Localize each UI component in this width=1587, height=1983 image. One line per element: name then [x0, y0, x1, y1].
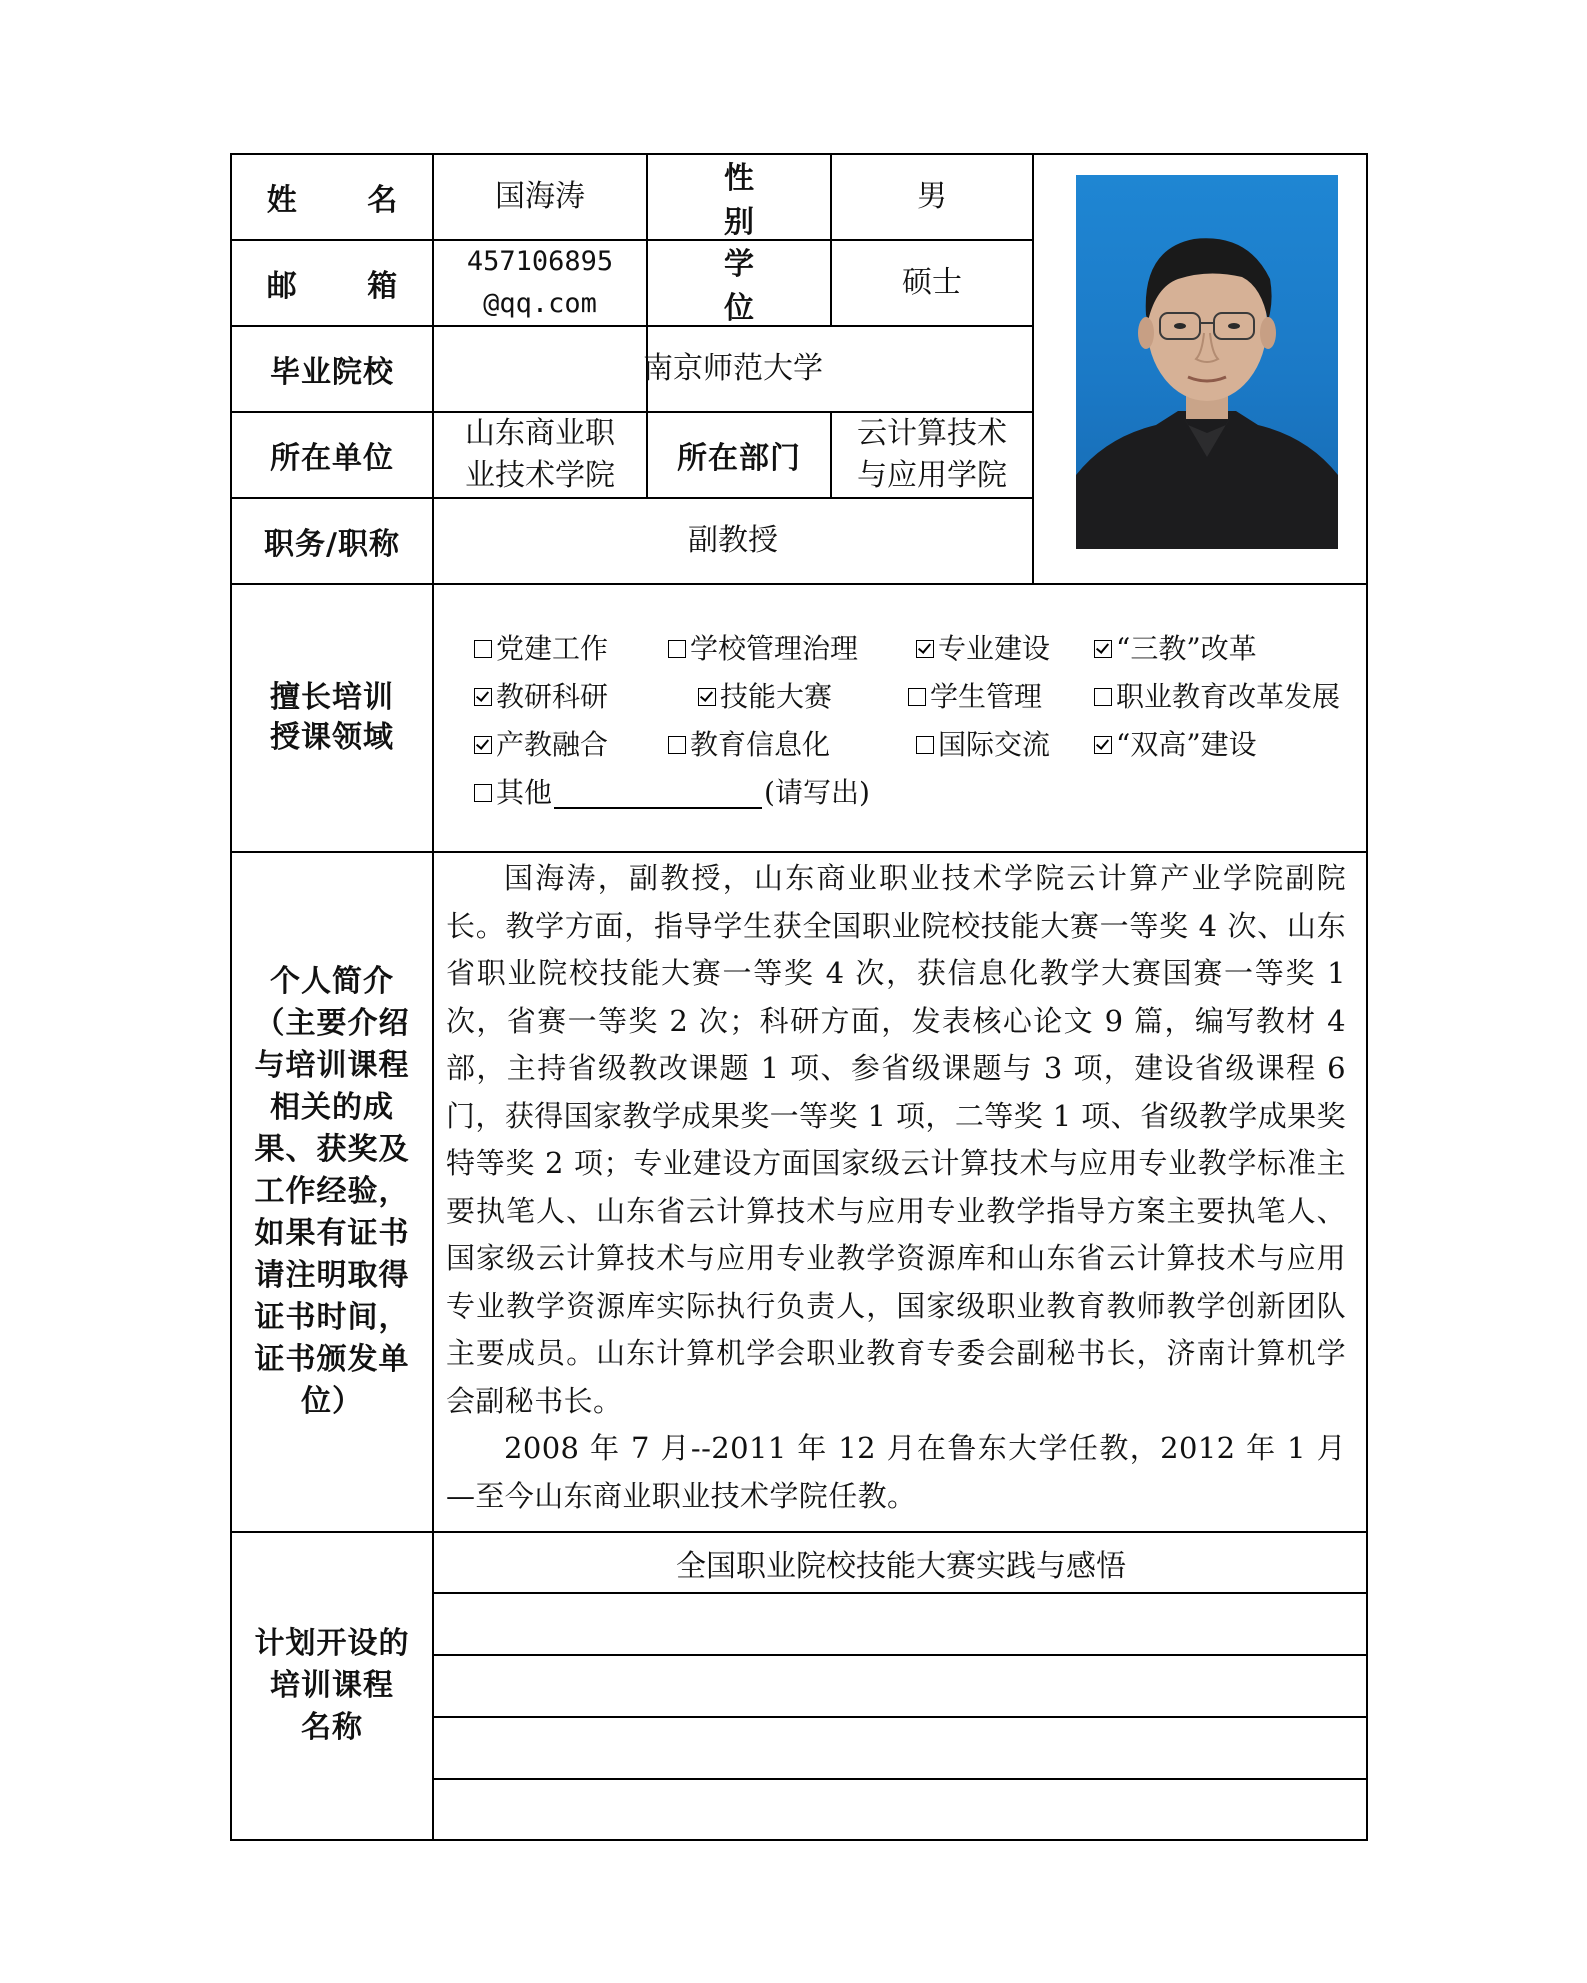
area-option[interactable] — [916, 721, 1094, 769]
areas-row — [474, 769, 1354, 817]
email-value — [434, 241, 646, 325]
dept-line-1: 云计算技术 — [857, 416, 1007, 451]
courses-label-lines — [255, 1623, 410, 1749]
degree-value: 硕士 — [902, 265, 962, 300]
area-option-other[interactable] — [474, 769, 870, 817]
checkbox-icon[interactable] — [474, 688, 492, 706]
area-label: 学生管理 — [930, 680, 1043, 713]
email-line-2: @qq.com — [483, 288, 597, 319]
area-option[interactable] — [474, 673, 698, 721]
bio-text — [446, 855, 1346, 1520]
name-value: 国海涛 — [495, 179, 585, 214]
bio-label-line: 工作经验， — [254, 1174, 410, 1209]
other-blank-field[interactable] — [554, 777, 762, 809]
bio-label — [232, 853, 432, 1531]
checkbox-icon[interactable] — [668, 736, 686, 754]
name-label: 姓 名 — [266, 183, 428, 218]
checkbox-icon[interactable] — [668, 640, 686, 658]
course-item — [434, 1718, 1368, 1778]
bio-label-line: （主要介绍 — [254, 1006, 410, 1041]
checkbox-icon[interactable] — [474, 736, 492, 754]
checkbox-icon[interactable] — [1094, 736, 1112, 754]
course-item: 全国职业院校技能大赛实践与感悟 — [676, 1548, 1126, 1584]
school-label: 毕业院校 — [270, 355, 394, 390]
areas-row — [474, 625, 1354, 673]
checkbox-icon[interactable] — [916, 736, 934, 754]
unit-line-2: 业技术学院 — [465, 458, 615, 493]
checkbox-icon[interactable] — [474, 784, 492, 802]
bio-label-line: 位） — [301, 1384, 363, 1419]
dept-value — [832, 413, 1032, 497]
area-option[interactable] — [908, 673, 1094, 721]
area-option[interactable] — [1094, 625, 1324, 673]
bio-label-line: 请注明取得 — [254, 1258, 410, 1293]
areas-row — [474, 721, 1354, 769]
areas-row — [474, 673, 1354, 721]
course-item — [434, 1594, 1368, 1654]
area-label: 党建工作 — [496, 632, 609, 665]
area-option[interactable] — [916, 625, 1094, 673]
bio-label-line: 如果有证书 — [254, 1216, 410, 1251]
areas-label — [232, 585, 432, 851]
bio-label-line: 果、获奖及 — [254, 1132, 410, 1167]
checkbox-icon[interactable] — [698, 688, 716, 706]
bio-label-line: 证书颁发单 — [254, 1342, 410, 1377]
divider — [1032, 155, 1034, 583]
title-label: 职务/职称 — [264, 527, 400, 562]
area-option[interactable] — [668, 625, 916, 673]
bio-label-lines — [255, 961, 410, 1423]
bio-label-line: 个人简介 — [270, 964, 394, 999]
course-item — [434, 1780, 1368, 1839]
dept-line-2: 与应用学院 — [857, 458, 1007, 493]
areas-label-line-1: 擅长培训 — [270, 680, 394, 715]
bio-paragraph-1: 国海涛，副教授，山东商业职业技术学院云计算产业学院副院长。教学方面，指导学生获全国职业院校技能大赛一等奖 4 次、山东省职业院校技能大赛一等奖 4 次，获信息化教学大赛国赛一等奖 1 次，省赛一等奖 2 次；科研方面，发表核心论文 9 篇，编写教材 4 部，主持省级教改课题 1 项、参省级课题与 3 项，建设省级课程 6 门，获得国家教学成果奖一等奖 1 项，二等奖 1 项、省级教学成果奖特等奖 2 项；专业建设方面国家级云计算技术与应用专业教学标准主要执笔人、山东省云计算技术与应用专业教学指导方案主要执笔人、国家级云计算技术与应用专业教学资源库和山东省云计算技术与应用专业教学资源库实际执行负责人，国家级职业教育教师教学创新团队主要成员。山东计算机学会职业教育专委会副秘书长，济南计算机学会副秘书长。 — [446, 861, 1346, 1418]
checkbox-icon[interactable] — [1094, 640, 1112, 658]
gender-label: 性 别 — [724, 161, 784, 240]
bio-label-line: 与培训课程 — [254, 1048, 410, 1083]
area-label: 学校管理治理 — [690, 632, 859, 665]
dept-label: 所在部门 — [677, 441, 801, 476]
profile-form — [230, 153, 1368, 1841]
bio-label-line: 相关的成 — [270, 1090, 394, 1125]
area-option[interactable] — [474, 625, 668, 673]
areas-checklist — [474, 625, 1354, 817]
areas-label-line-2: 授课领域 — [270, 720, 394, 755]
checkbox-icon[interactable] — [916, 640, 934, 658]
area-label: 技能大赛 — [720, 680, 833, 713]
area-option[interactable] — [698, 673, 908, 721]
area-option[interactable] — [1094, 673, 1344, 721]
area-label: “双高”建设 — [1116, 728, 1257, 761]
course-item — [434, 1656, 1368, 1716]
area-label: 产教融合 — [496, 728, 609, 761]
bio-paragraph-2: 2008 年 7 月--2011 年 12 月在鲁东大学任教，2012 年 1 月—至今山东商业职业技术学院任教。 — [446, 1431, 1346, 1513]
area-option[interactable] — [1094, 721, 1324, 769]
courses-label-line: 培训课程 — [270, 1668, 394, 1703]
email-label: 邮 箱 — [266, 269, 428, 304]
area-option[interactable] — [668, 721, 916, 769]
title-value: 副教授 — [688, 523, 778, 558]
courses-label-line: 名称 — [301, 1710, 363, 1745]
area-label: 职业教育改革发展 — [1116, 680, 1341, 713]
other-suffix: (请写出) — [764, 776, 870, 809]
degree-label: 学 位 — [724, 247, 784, 326]
unit-label: 所在单位 — [270, 441, 394, 476]
email-line-1: 457106895 — [466, 246, 614, 277]
courses-label — [232, 1533, 432, 1839]
checkbox-icon[interactable] — [474, 640, 492, 658]
area-option[interactable] — [474, 721, 668, 769]
area-label: 国际交流 — [938, 728, 1051, 761]
area-label: 专业建设 — [938, 632, 1051, 665]
unit-line-1: 山东商业职 — [465, 416, 615, 451]
school-value: 南京师范大学 — [643, 351, 823, 386]
bio-label-line: 证书时间， — [254, 1300, 410, 1335]
profile-photo — [1076, 175, 1338, 549]
unit-value — [434, 413, 646, 497]
checkbox-icon[interactable] — [1094, 688, 1112, 706]
area-label: 教研科研 — [496, 680, 609, 713]
area-label: 其他 — [496, 776, 553, 809]
courses-label-line: 计划开设的 — [254, 1626, 410, 1661]
area-label: “三教”改革 — [1116, 632, 1257, 665]
gender-value: 男 — [917, 179, 947, 214]
checkbox-icon[interactable] — [908, 688, 926, 706]
area-label: 教育信息化 — [690, 728, 831, 761]
